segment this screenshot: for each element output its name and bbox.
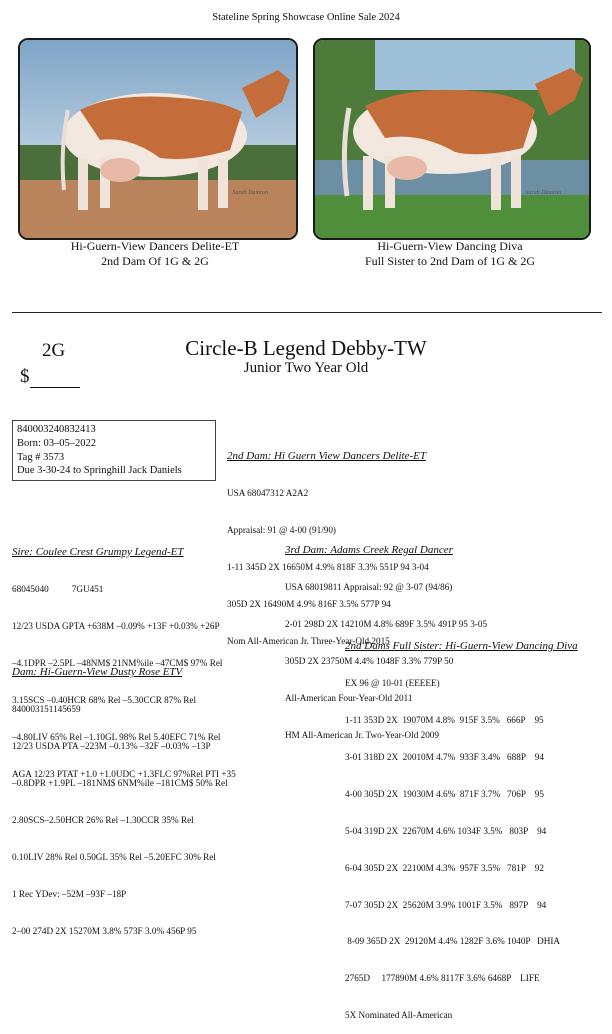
record-line: 7-07 305D 2X 25620M 3.9% 1001F 3.5% 897P 94 (345, 899, 547, 910)
section-heading: 2nd Dam: Hi Guern View Dancers Delite-ET (227, 449, 426, 462)
pedigree-line: All-American Four-Year-Old 2011 (285, 692, 413, 703)
pedigree-line: 2-01 298D 2X 14210M 4.8% 689F 3.5% 491P 95 3-05 (285, 619, 488, 630)
section-heading: Sire: Coulee Crest Grumpy Legend-ET (12, 545, 184, 558)
pedigree-line: 1 Rec YDev: –52M –93F –18P (12, 888, 127, 899)
pedigree-line: Appraisal: 91 @ 4-00 (91/90) (227, 525, 336, 536)
full-sister-section (345, 614, 578, 1034)
pedigree-line: 1-11 345D 2X 16650M 4.9% 818F 3.3% 551P 94 3-04 (227, 561, 429, 572)
pedigree-line: 2.80SCS–2.50HCR 26% Rel –1.30CCR 35% Rel (12, 814, 194, 825)
section-heading: 3rd Dam: Adams Creek Regal Dancer (285, 543, 453, 556)
photo-dancing-diva (313, 38, 591, 240)
cow-photo-2 (315, 40, 589, 238)
pedigree-line: 3.15SCS –0.40HCR 68% Rel –5.30CCR 87% Rel (12, 694, 197, 705)
photo-caption-2 (305, 239, 595, 269)
record-line: 4-00 305D 2X 19030M 4.6% 871F 3.7% 706P 95 (345, 788, 544, 799)
record-line: 6-04 305D 2X 22100M 4.3% 957F 3.5% 781P 92 (345, 862, 544, 873)
pedigree-line: –4.80LIV 65% Rel –1.10GL 98% Rel 5.40EFC 71% Rel (12, 731, 221, 742)
price-symbol: $ (20, 366, 30, 387)
record-line: 5-04 319D 2X 22670M 4.6% 1034F 3.5% 803P 94 (345, 825, 547, 836)
photo-caption-1 (10, 239, 300, 269)
pedigree-line: 840003151145659 (12, 704, 81, 715)
photographer-signature: Sarah Damron (525, 190, 561, 196)
registration-number: 840003240832413 (17, 424, 96, 435)
sale-header: Stateline Spring Showcase Online Sale 2024 (212, 12, 400, 23)
record-line: 1-11 353D 2X 19070M 4.8% 915F 3.5% 666P 95 (345, 715, 544, 726)
birth-date: Born: 03–05–2022 (17, 437, 97, 449)
pedigree-line: USA 68047312 A2A2 (227, 488, 309, 499)
caption-name: Hi-Guern-View Dancing Diva (377, 239, 523, 253)
dam-section (12, 640, 228, 949)
pedigree-line: 12/23 USDA GPTA +638M –0.09% +13F +0.03% +26P (12, 621, 220, 632)
section-heading: 2nd Dams Full Sister: Hi-Guern-View Dancing Diva (345, 639, 578, 652)
record-line: 5X Nominated All-American (345, 1010, 453, 1021)
pedigree-line: AGA 12/23 PTAT +1.0 +1.0UDC +1.3FLC 97%Rel PTI +35 (12, 768, 236, 779)
tag-number: Tag # 3573 (17, 451, 65, 463)
animal-class: Junior Two Year Old (243, 360, 369, 376)
caption-name: Hi-Guern-View Dancers Delite-ET (70, 239, 240, 253)
pedigree-line: 12/23 USDA PTA –223M –0.13% –32F –0.03% –13P (12, 741, 211, 752)
divider (12, 312, 602, 313)
section-heading: Dam: Hi-Guern-View Dusty Rose ETV (12, 665, 183, 678)
cow-photo-1 (20, 40, 296, 238)
animal-name: Circle-B Legend Debby-TW (185, 336, 427, 360)
pedigree-line: HM All-American Jr. Two-Year-Old 2009 (285, 729, 439, 740)
pedigree-line: 68045040 7GU451 (12, 584, 104, 595)
pedigree-line: 0.10LIV 28% Rel 0.50GL 35% Rel –5.20EFC 30% Rel (12, 851, 216, 862)
pedigree-line: Nom All-American Jr. Three-Year-Old 2015 (227, 635, 390, 646)
record-line: 2765D 177890M 4.6% 8117F 3.6% 6468P LIFE (345, 973, 540, 984)
record-line: 8-09 365D 2X 29120M 4.4% 1282F 3.6% 1040P DHIA (345, 936, 561, 947)
pedigree-line: –4.1DPR –2.5PL –48NM$ 21NM%ile –47CM$ 97% Rel (12, 657, 223, 668)
photo-dancers-delite (18, 38, 298, 240)
pedigree-line: –0.8DPR +1.9PL –181NM$ 6NM%ile –181CM$ 50% Rel (12, 777, 228, 788)
pedigree-line: 305D 2X 16490M 4.9% 816F 3.5% 577P 94 (227, 598, 391, 609)
record-line: 3-01 318D 2X 20010M 4.7% 933F 3.4% 688P 94 (345, 751, 544, 762)
photographer-signature: Sarah Damron (232, 190, 268, 196)
lot-generation: 2G (42, 340, 66, 361)
id-box (12, 420, 216, 481)
pedigree-line: 2–00 274D 2X 15270M 3.8% 573F 3.0% 456P 95 (12, 925, 197, 936)
caption-relation: 2nd Dam Of 1G & 2G (101, 254, 209, 268)
due-date: Due 3-30-24 to Springhill Jack Daniels (17, 465, 182, 477)
record-line: EX 96 @ 10-01 (EEEEE) (345, 678, 440, 689)
pedigree-line: 305D 2X 23750M 4.4% 1048F 3.3% 779P 50 (285, 655, 454, 666)
pedigree-line: USA 68019811 Appraisal: 92 @ 3-07 (94/86) (285, 582, 453, 593)
caption-relation: Full Sister to 2nd Dam of 1G & 2G (365, 254, 535, 268)
